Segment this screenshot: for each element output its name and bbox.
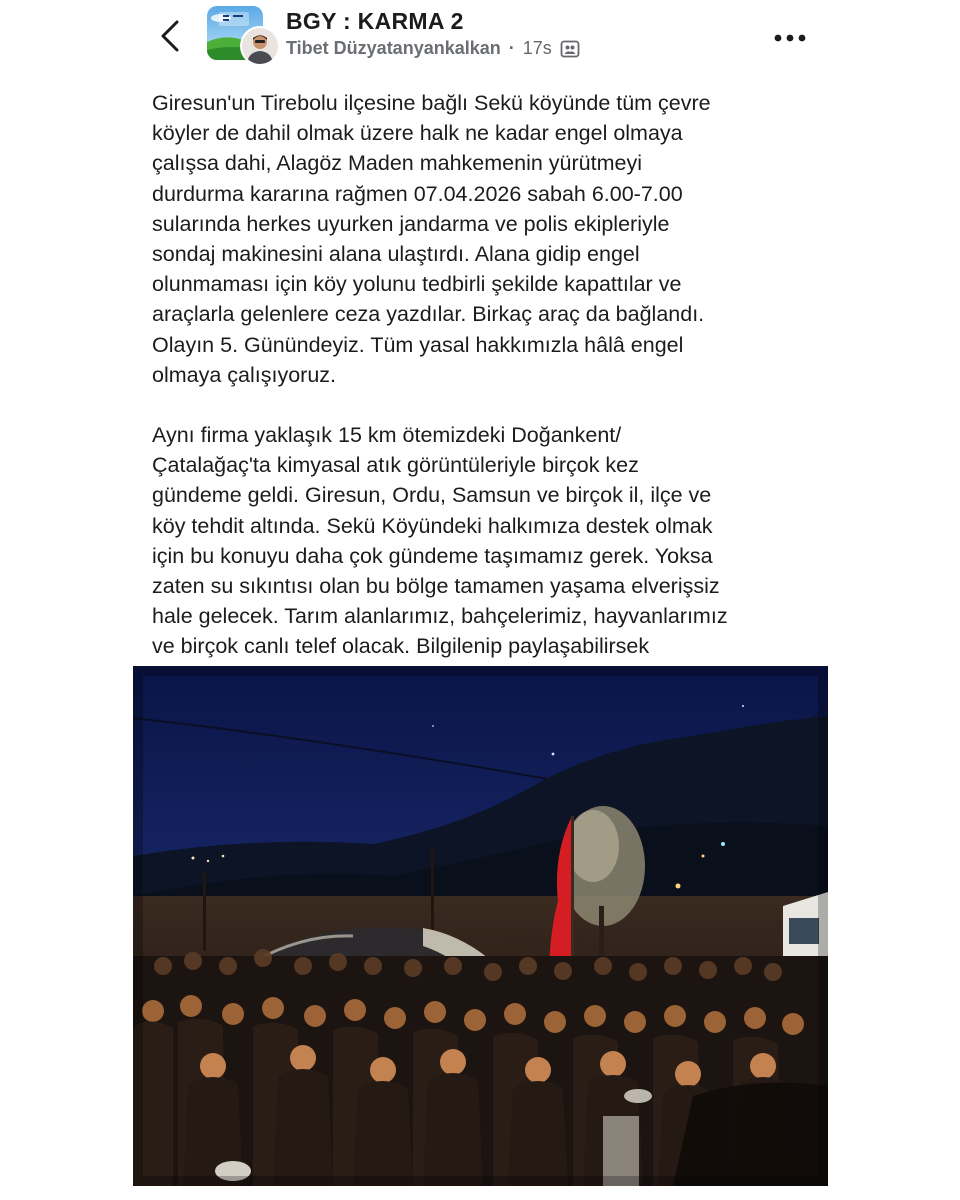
post-header bbox=[0, 0, 960, 80]
meta-separator: · bbox=[508, 38, 515, 58]
post-meta bbox=[286, 38, 580, 59]
more-options-button[interactable] bbox=[770, 20, 810, 56]
back-button[interactable] bbox=[150, 18, 190, 58]
group-name[interactable]: BGY : KARMA 2 bbox=[286, 8, 464, 34]
author-avatar bbox=[240, 26, 280, 66]
group-privacy-icon bbox=[560, 39, 580, 59]
post-paragraph-1: Giresun'un Tirebolu ilçesine bağlı Sekü köyünde tüm çevre köyler de dahil olmak üzere halk ne kadar engel olmaya çalışsa dahi, Alagöz Maden mahkemenin yürütmeyi durdurma kararına rağmen 07.04.2026 sabah 6.00-7.00 sularında herkes uyurken jandarma ve polis ekipleriyle sondaj makinesini alana ulaştırdı. Alana gidip engel olunmaması için köy yolunu tedbirli şekilde kapattılar ve araçlarla gelenlere ceza yazdılar. Birkaç araç da bağlandı. Olayın 5. Günündeyiz. Tüm yasal hakkımızla hâlâ engel olmaya çalışıyoruz. bbox=[152, 91, 711, 387]
post-body bbox=[152, 88, 812, 692]
group-avatar-stack[interactable] bbox=[207, 6, 279, 64]
post-paragraph-2: Aynı firma yaklaşık 15 km ötemizdeki Doğankent/ Çatalağaç'ta kimyasal atık görüntüleriyle birçok kez gündeme geldi. Giresun, Ordu, Samsun ve birçok il, ilçe ve köy tehdit altında. Sekü Köyündeki halkımıza destek olmak için bu konuyu daha çok gündeme taşımamız gerek. Yoksa zaten su sıkıntısı olan bu bölge tamamen yaşama elverişsiz hale gelecek. Tarım alanlarımız, bahçelerimiz, hayvanlarımız ve birçok canlı telef olacak. Bilgilenip paylaşabilirsek bbox=[152, 423, 728, 659]
more-horizontal-icon bbox=[774, 29, 806, 47]
post-time[interactable]: 17s bbox=[522, 38, 552, 58]
night-protest-photo bbox=[133, 666, 828, 1186]
chevron-left-icon bbox=[159, 19, 181, 58]
author-name[interactable]: Tibet Düzyatanyankalkan bbox=[286, 38, 501, 58]
post-photo[interactable] bbox=[133, 666, 828, 1186]
